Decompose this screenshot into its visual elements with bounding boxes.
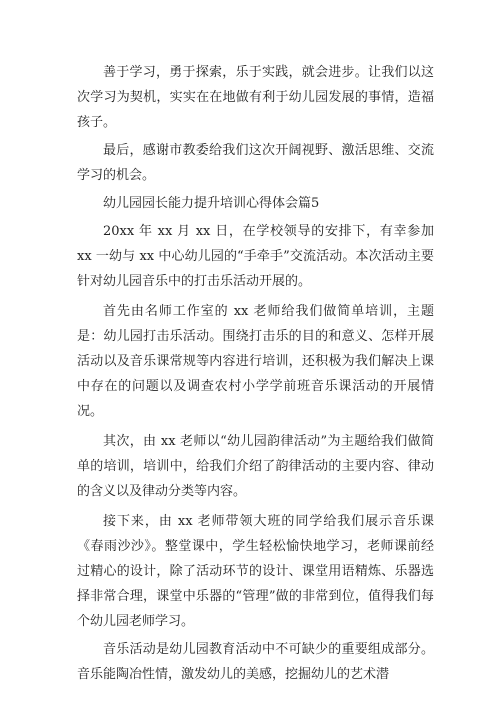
paragraph-demo-class: 接下来，由 xx 老师带领大班的同学给我们展示音乐课《春雨沙沙》。整堂课中，学生轻松愉快地学习，老师课前经过精心的设计，除了活动环节的设计、课堂用语精炼、乐器选择非常合理，课堂中乐器的“管理”做的非常到位，值得我们每个幼儿园老师学习。 [77, 514, 434, 629]
paragraph-thanks: 最后，感谢市教委给我们这次开阔视野、激活思维、交流学习的机会。 [77, 143, 434, 183]
paragraph-second-training: 其次，由 xx 老师以“幼儿园韵律活动”为主题给我们做简单的培训，培训中，给我们介绍了韵律活动的主要内容、律动的含义以及律动分类等内容。 [77, 434, 434, 499]
section-heading: 幼儿园园长能力提升培训心得体会篇5 [103, 196, 320, 211]
paragraph-event-intro: 20xx 年 xx 月 xx 日，在学校领导的安排下，有幸参加 xx 一幼与 xx 中心幼儿园的“手牵手”交流活动。本次活动主要针对幼儿园音乐中的打击乐活动开展的。 [77, 224, 434, 289]
document-page [77, 60, 434, 687]
paragraph-learning-conclusion: 善于学习，勇于探索，乐于实践，就会进步。让我们以这次学习为契机，实实在在地做有利于幼儿园发展的事情，造福孩子。 [77, 65, 434, 130]
paragraph-music-importance: 音乐活动是幼儿园教育活动中不可缺少的重要组成部分。音乐能陶冶性情，激发幼儿的美感，挖掘幼儿的艺术潜 [77, 642, 434, 682]
paragraph-first-training: 首先由名师工作室的 xx 老师给我们做简单培训，主题是：幼儿园打击乐活动。围绕打击乐的目的和意义、怎样开展活动以及音乐课常规等内容进行培训，还积极为我们解决上课中存在的问题以及调查农村小学学前班音乐课活动的开展情况。 [77, 304, 434, 419]
